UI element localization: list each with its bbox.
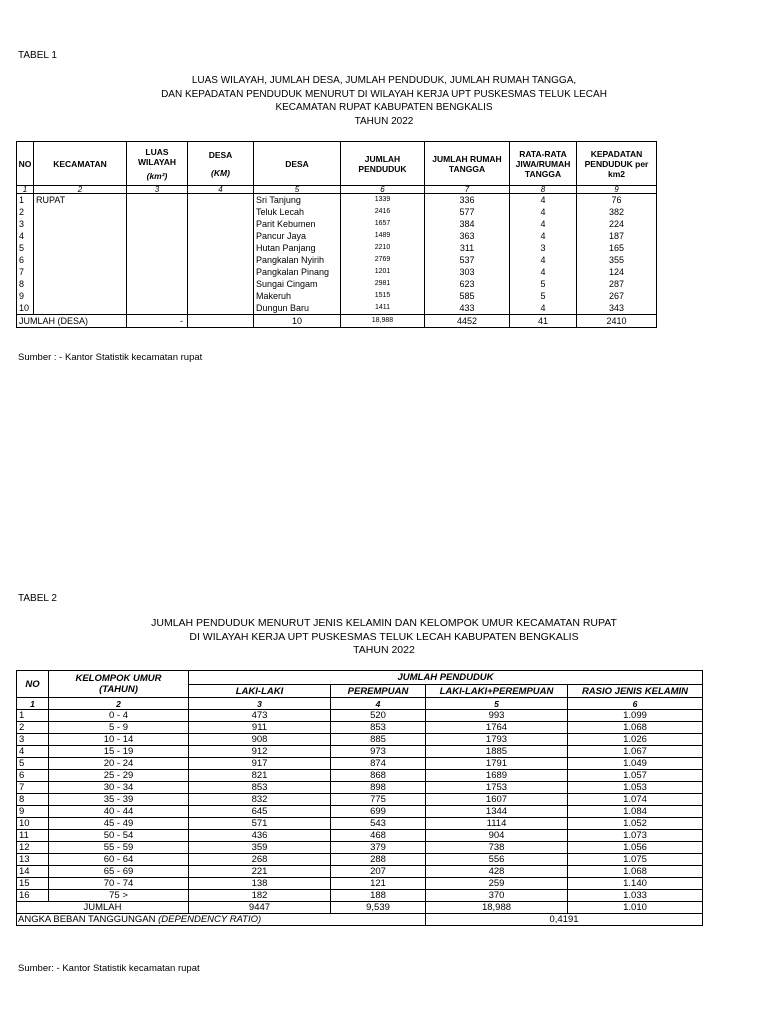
dependency-label-italic: (DEPENDENCY RATIO) bbox=[158, 914, 262, 925]
table-row bbox=[17, 770, 703, 782]
table1-label: TABEL 1 bbox=[18, 50, 57, 61]
col-header-desa: DESA bbox=[254, 142, 341, 186]
cell-rasio: 1.068 bbox=[568, 722, 703, 734]
cell-rata: 4 bbox=[510, 302, 577, 315]
cell-penduduk: 2981 bbox=[341, 278, 425, 290]
cell-desa: Sri Tanjung bbox=[254, 194, 341, 207]
cell-desa-count bbox=[188, 254, 254, 266]
cell-no: 8 bbox=[17, 794, 49, 806]
cell-laki: 473 bbox=[189, 710, 331, 722]
cell-penduduk: 1657 bbox=[341, 218, 425, 230]
col-header-no: NO bbox=[17, 142, 34, 186]
cell-total: 993 bbox=[426, 710, 568, 722]
col-number: 5 bbox=[254, 186, 341, 194]
cell-rasio: 1.140 bbox=[568, 878, 703, 890]
cell-perempuan: 379 bbox=[331, 842, 426, 854]
dependency-label: ANGKA BEBAN TANGGUNGAN bbox=[18, 914, 159, 925]
total-rata: 41 bbox=[510, 315, 577, 328]
cell-total: 904 bbox=[426, 830, 568, 842]
table2-title-line: JUMLAH PENDUDUK MENURUT JENIS KELAMIN DAN KELOMPOK UMUR KECAMATAN RUPAT bbox=[151, 617, 617, 629]
cell-perempuan: 288 bbox=[331, 854, 426, 866]
table-row bbox=[17, 722, 703, 734]
table1-header-row bbox=[17, 142, 657, 186]
total-rt: 4452 bbox=[425, 315, 510, 328]
cell-luas bbox=[127, 302, 188, 315]
cell-umur: 10 - 14 bbox=[49, 734, 189, 746]
table-row bbox=[17, 194, 657, 207]
cell-desa-count bbox=[188, 266, 254, 278]
cell-no: 15 bbox=[17, 878, 49, 890]
cell-total: 556 bbox=[426, 854, 568, 866]
cell-rata: 4 bbox=[510, 218, 577, 230]
cell-rata: 4 bbox=[510, 206, 577, 218]
cell-rasio: 1.057 bbox=[568, 770, 703, 782]
cell-perempuan: 121 bbox=[331, 878, 426, 890]
cell-kepadatan: 165 bbox=[577, 242, 657, 254]
cell-laki: 268 bbox=[189, 854, 331, 866]
col-header-luas-unit: (km²) bbox=[146, 170, 168, 181]
cell-laki: 853 bbox=[189, 782, 331, 794]
cell-laki: 912 bbox=[189, 746, 331, 758]
col-number: 5 bbox=[426, 698, 568, 710]
cell-desa: Makeruh bbox=[254, 290, 341, 302]
cell-kecamatan bbox=[34, 278, 127, 290]
cell-kecamatan bbox=[34, 242, 127, 254]
table2-title-line: DI WILAYAH KERJA UPT PUSKESMAS TELUK LECAH KABUPATEN BENGKALIS bbox=[189, 630, 579, 643]
cell-luas bbox=[127, 254, 188, 266]
col-header-jumlah-penduduk: JUMLAH PENDUDUK bbox=[189, 671, 703, 685]
table-row bbox=[17, 710, 703, 722]
table1-title-line: KECAMATAN RUPAT KABUPATEN BENGKALIS bbox=[275, 102, 493, 113]
table1-column-number-row bbox=[17, 186, 657, 194]
col-number: 4 bbox=[188, 186, 254, 194]
col-header-laki: LAKI-LAKI bbox=[189, 685, 331, 698]
cell-laki: 436 bbox=[189, 830, 331, 842]
cell-no: 7 bbox=[17, 266, 34, 278]
total-penduduk: 18,988 bbox=[341, 315, 425, 328]
cell-no: 2 bbox=[17, 722, 49, 734]
col-number: 7 bbox=[425, 186, 510, 194]
cell-rata: 4 bbox=[510, 266, 577, 278]
cell-kepadatan: 382 bbox=[577, 206, 657, 218]
cell-luas bbox=[127, 266, 188, 278]
cell-no: 4 bbox=[17, 230, 34, 242]
table1-total-row bbox=[17, 315, 657, 328]
cell-desa-count bbox=[188, 206, 254, 218]
cell-kecamatan bbox=[34, 290, 127, 302]
cell-umur: 70 - 74 bbox=[49, 878, 189, 890]
col-header-rasio: RASIO JENIS KELAMIN bbox=[568, 685, 703, 698]
col-header-kelompok-label: KELOMPOK UMUR bbox=[75, 673, 162, 684]
cell-total: 428 bbox=[426, 866, 568, 878]
cell-desa: Pangkalan Nyirih bbox=[254, 254, 341, 266]
cell-desa-count bbox=[188, 290, 254, 302]
cell-penduduk: 2210 bbox=[341, 242, 425, 254]
cell-rata: 3 bbox=[510, 242, 577, 254]
cell-perempuan: 874 bbox=[331, 758, 426, 770]
total-perempuan: 9,539 bbox=[331, 902, 426, 914]
col-header-kepadatan: KEPADATAN PENDUDUK per km2 bbox=[577, 142, 657, 186]
cell-rasio: 1.053 bbox=[568, 782, 703, 794]
cell-kepadatan: 124 bbox=[577, 266, 657, 278]
cell-rt: 363 bbox=[425, 230, 510, 242]
cell-kepadatan: 76 bbox=[577, 194, 657, 207]
table2-title-line: TAHUN 2022 bbox=[353, 644, 415, 656]
table-row bbox=[17, 230, 657, 242]
cell-umur: 55 - 59 bbox=[49, 842, 189, 854]
cell-desa-count bbox=[188, 218, 254, 230]
cell-luas bbox=[127, 230, 188, 242]
cell-umur: 30 - 34 bbox=[49, 782, 189, 794]
cell-no: 9 bbox=[17, 290, 34, 302]
table2-title bbox=[0, 617, 768, 658]
cell-rasio: 1.075 bbox=[568, 854, 703, 866]
cell-perempuan: 520 bbox=[331, 710, 426, 722]
cell-rasio: 1.068 bbox=[568, 866, 703, 878]
cell-no: 3 bbox=[17, 734, 49, 746]
table-row bbox=[17, 290, 657, 302]
cell-rasio: 1.073 bbox=[568, 830, 703, 842]
cell-perempuan: 775 bbox=[331, 794, 426, 806]
cell-total: 738 bbox=[426, 842, 568, 854]
col-number: 3 bbox=[127, 186, 188, 194]
cell-penduduk: 1489 bbox=[341, 230, 425, 242]
cell-luas bbox=[127, 218, 188, 230]
total-label: JUMLAH bbox=[17, 902, 189, 914]
table-row bbox=[17, 782, 703, 794]
cell-rasio: 1.084 bbox=[568, 806, 703, 818]
col-header-desa-count bbox=[188, 142, 254, 186]
cell-no: 14 bbox=[17, 866, 49, 878]
total-desa-count bbox=[188, 315, 254, 328]
col-header-kelompok-umur bbox=[49, 671, 189, 698]
cell-no: 5 bbox=[17, 758, 49, 770]
table-row bbox=[17, 734, 703, 746]
table2-dependency-row bbox=[17, 914, 703, 926]
cell-total: 1689 bbox=[426, 770, 568, 782]
table-row bbox=[17, 890, 703, 902]
col-number: 2 bbox=[34, 186, 127, 194]
cell-perempuan: 468 bbox=[331, 830, 426, 842]
table-row bbox=[17, 866, 703, 878]
cell-laki: 221 bbox=[189, 866, 331, 878]
table-row bbox=[17, 794, 703, 806]
cell-laki: 138 bbox=[189, 878, 331, 890]
cell-no: 6 bbox=[17, 254, 34, 266]
cell-no: 16 bbox=[17, 890, 49, 902]
col-number: 6 bbox=[568, 698, 703, 710]
table1-title-line: DAN KEPADATAN PENDUDUK MENURUT DI WILAYAH KERJA UPT PUSKESMAS TELUK LECAH bbox=[161, 88, 607, 100]
cell-rata: 4 bbox=[510, 230, 577, 242]
col-number: 4 bbox=[331, 698, 426, 710]
col-header-luas bbox=[127, 142, 188, 186]
table-row bbox=[17, 302, 657, 315]
cell-no: 6 bbox=[17, 770, 49, 782]
cell-umur: 65 - 69 bbox=[49, 866, 189, 878]
table-row bbox=[17, 266, 657, 278]
cell-kepadatan: 187 bbox=[577, 230, 657, 242]
table-row bbox=[17, 758, 703, 770]
table-row bbox=[17, 818, 703, 830]
cell-rasio: 1.099 bbox=[568, 710, 703, 722]
cell-desa-count bbox=[188, 278, 254, 290]
cell-total: 370 bbox=[426, 890, 568, 902]
col-header-luas-label: LUAS WILAYAH bbox=[137, 146, 177, 167]
cell-kepadatan: 287 bbox=[577, 278, 657, 290]
cell-penduduk: 2416 bbox=[341, 206, 425, 218]
cell-kepadatan: 267 bbox=[577, 290, 657, 302]
cell-laki: 908 bbox=[189, 734, 331, 746]
cell-umur: 0 - 4 bbox=[49, 710, 189, 722]
cell-no: 10 bbox=[17, 818, 49, 830]
total-total: 18,988 bbox=[426, 902, 568, 914]
cell-no: 7 bbox=[17, 782, 49, 794]
cell-no: 11 bbox=[17, 830, 49, 842]
cell-rasio: 1.052 bbox=[568, 818, 703, 830]
col-header-perempuan: PEREMPUAN bbox=[331, 685, 426, 698]
table-row bbox=[17, 206, 657, 218]
table-row bbox=[17, 842, 703, 854]
table2-total-row bbox=[17, 902, 703, 914]
table-row bbox=[17, 278, 657, 290]
cell-perempuan: 885 bbox=[331, 734, 426, 746]
cell-no: 13 bbox=[17, 854, 49, 866]
total-kepadatan: 2410 bbox=[577, 315, 657, 328]
cell-umur: 50 - 54 bbox=[49, 830, 189, 842]
cell-laki: 911 bbox=[189, 722, 331, 734]
cell-rata: 4 bbox=[510, 194, 577, 207]
cell-laki: 645 bbox=[189, 806, 331, 818]
cell-luas bbox=[127, 290, 188, 302]
cell-no: 10 bbox=[17, 302, 34, 315]
cell-perempuan: 188 bbox=[331, 890, 426, 902]
cell-desa: Teluk Lecah bbox=[254, 206, 341, 218]
cell-total: 1607 bbox=[426, 794, 568, 806]
cell-kecamatan: RUPAT bbox=[34, 194, 127, 207]
cell-umur: 25 - 29 bbox=[49, 770, 189, 782]
col-number: 2 bbox=[49, 698, 189, 710]
table1-source: Sumber : - Kantor Statistik kecamatan rupat bbox=[18, 352, 203, 363]
cell-umur: 60 - 64 bbox=[49, 854, 189, 866]
col-number: 8 bbox=[510, 186, 577, 194]
cell-no: 4 bbox=[17, 746, 49, 758]
cell-total: 1764 bbox=[426, 722, 568, 734]
cell-umur: 35 - 39 bbox=[49, 794, 189, 806]
col-header-jumlah-penduduk: JUMLAH PENDUDUK bbox=[341, 142, 425, 186]
cell-penduduk: 2769 bbox=[341, 254, 425, 266]
table2-header-row bbox=[17, 671, 703, 685]
cell-rasio: 1.074 bbox=[568, 794, 703, 806]
cell-laki: 917 bbox=[189, 758, 331, 770]
cell-kepadatan: 343 bbox=[577, 302, 657, 315]
table2-label: TABEL 2 bbox=[18, 593, 57, 604]
table-row bbox=[17, 746, 703, 758]
cell-perempuan: 868 bbox=[331, 770, 426, 782]
cell-desa: Pancur Jaya bbox=[254, 230, 341, 242]
cell-desa: Pangkalan Pinang bbox=[254, 266, 341, 278]
col-number: 3 bbox=[189, 698, 331, 710]
total-luas: - bbox=[127, 315, 188, 328]
cell-kepadatan: 224 bbox=[577, 218, 657, 230]
cell-luas bbox=[127, 206, 188, 218]
col-header-total: LAKI-LAKI+PEREMPUAN bbox=[426, 685, 568, 698]
table-row bbox=[17, 242, 657, 254]
cell-rt: 311 bbox=[425, 242, 510, 254]
col-header-kecamatan: KECAMATAN bbox=[34, 142, 127, 186]
dependency-value: 0,4191 bbox=[426, 914, 703, 926]
cell-umur: 75 > bbox=[49, 890, 189, 902]
cell-penduduk: 1339 bbox=[341, 194, 425, 207]
cell-rt: 433 bbox=[425, 302, 510, 315]
cell-no: 1 bbox=[17, 710, 49, 722]
cell-perempuan: 973 bbox=[331, 746, 426, 758]
cell-laki: 832 bbox=[189, 794, 331, 806]
cell-desa: Parit Kebumen bbox=[254, 218, 341, 230]
total-laki: 9447 bbox=[189, 902, 331, 914]
col-header-kelompok-unit: (TAHUN) bbox=[99, 684, 138, 695]
dependency-label-cell bbox=[17, 914, 426, 926]
cell-kepadatan: 355 bbox=[577, 254, 657, 266]
cell-total: 1885 bbox=[426, 746, 568, 758]
cell-rt: 577 bbox=[425, 206, 510, 218]
cell-umur: 40 - 44 bbox=[49, 806, 189, 818]
cell-rt: 537 bbox=[425, 254, 510, 266]
col-header-jumlah-rt: JUMLAH RUMAH TANGGA bbox=[425, 142, 510, 186]
cell-desa-count bbox=[188, 230, 254, 242]
total-label: JUMLAH (DESA) bbox=[17, 315, 127, 328]
table-row bbox=[17, 878, 703, 890]
cell-umur: 5 - 9 bbox=[49, 722, 189, 734]
cell-total: 1344 bbox=[426, 806, 568, 818]
cell-rt: 585 bbox=[425, 290, 510, 302]
table1-title-line: LUAS WILAYAH, JUMLAH DESA, JUMLAH PENDUDUK, JUMLAH RUMAH TANGGA, bbox=[191, 75, 577, 86]
cell-total: 1793 bbox=[426, 734, 568, 746]
cell-desa-count bbox=[188, 194, 254, 207]
col-header-desa-count-label: DESA bbox=[208, 149, 233, 160]
cell-rata: 5 bbox=[510, 290, 577, 302]
cell-no: 2 bbox=[17, 206, 34, 218]
cell-kecamatan bbox=[34, 254, 127, 266]
cell-penduduk: 1515 bbox=[341, 290, 425, 302]
cell-no: 3 bbox=[17, 218, 34, 230]
cell-umur: 45 - 49 bbox=[49, 818, 189, 830]
cell-luas bbox=[127, 278, 188, 290]
cell-desa: Dungun Baru bbox=[254, 302, 341, 315]
cell-perempuan: 207 bbox=[331, 866, 426, 878]
cell-rasio: 1.033 bbox=[568, 890, 703, 902]
cell-perempuan: 699 bbox=[331, 806, 426, 818]
col-number: 1 bbox=[17, 698, 49, 710]
total-rasio: 1.010 bbox=[568, 902, 703, 914]
cell-kecamatan bbox=[34, 302, 127, 315]
cell-luas bbox=[127, 194, 188, 207]
cell-desa-count bbox=[188, 302, 254, 315]
table-row bbox=[17, 254, 657, 266]
cell-rasio: 1.049 bbox=[568, 758, 703, 770]
col-header-rata: RATA-RATA JIWA/RUMAH TANGGA bbox=[510, 142, 577, 186]
table2 bbox=[16, 670, 703, 926]
cell-rt: 336 bbox=[425, 194, 510, 207]
cell-laki: 359 bbox=[189, 842, 331, 854]
cell-rt: 384 bbox=[425, 218, 510, 230]
cell-rasio: 1.067 bbox=[568, 746, 703, 758]
cell-umur: 20 - 24 bbox=[49, 758, 189, 770]
col-number: 9 bbox=[577, 186, 657, 194]
cell-kecamatan bbox=[34, 266, 127, 278]
table-row bbox=[17, 854, 703, 866]
table-row bbox=[17, 806, 703, 818]
table2-column-number-row bbox=[17, 698, 703, 710]
cell-penduduk: 1201 bbox=[341, 266, 425, 278]
table-row bbox=[17, 218, 657, 230]
cell-umur: 15 - 19 bbox=[49, 746, 189, 758]
cell-no: 8 bbox=[17, 278, 34, 290]
cell-laki: 182 bbox=[189, 890, 331, 902]
cell-laki: 571 bbox=[189, 818, 331, 830]
cell-rata: 4 bbox=[510, 254, 577, 266]
cell-kecamatan bbox=[34, 206, 127, 218]
cell-rasio: 1.026 bbox=[568, 734, 703, 746]
cell-desa-count bbox=[188, 242, 254, 254]
cell-penduduk: 1411 bbox=[341, 302, 425, 315]
col-header-no: NO bbox=[17, 671, 49, 698]
table1-title-line: TAHUN 2022 bbox=[354, 115, 414, 127]
table1 bbox=[16, 141, 657, 328]
col-header-desa-count-unit: (KM) bbox=[211, 167, 230, 178]
table1-title bbox=[0, 74, 768, 128]
table-row bbox=[17, 830, 703, 842]
cell-desa: Hutan Panjang bbox=[254, 242, 341, 254]
cell-rt: 303 bbox=[425, 266, 510, 278]
cell-rt: 623 bbox=[425, 278, 510, 290]
cell-no: 12 bbox=[17, 842, 49, 854]
total-desa: 10 bbox=[254, 315, 341, 328]
cell-no: 1 bbox=[17, 194, 34, 207]
col-number: 6 bbox=[341, 186, 425, 194]
cell-perempuan: 543 bbox=[331, 818, 426, 830]
cell-total: 1791 bbox=[426, 758, 568, 770]
cell-total: 259 bbox=[426, 878, 568, 890]
cell-kecamatan bbox=[34, 230, 127, 242]
cell-perempuan: 853 bbox=[331, 722, 426, 734]
cell-no: 5 bbox=[17, 242, 34, 254]
cell-laki: 821 bbox=[189, 770, 331, 782]
cell-desa: Sungai Cingam bbox=[254, 278, 341, 290]
cell-total: 1114 bbox=[426, 818, 568, 830]
table2-source: Sumber: - Kantor Statistik kecamatan rupat bbox=[18, 963, 200, 974]
cell-kecamatan bbox=[34, 218, 127, 230]
cell-no: 9 bbox=[17, 806, 49, 818]
cell-rasio: 1.056 bbox=[568, 842, 703, 854]
cell-luas bbox=[127, 242, 188, 254]
cell-rata: 5 bbox=[510, 278, 577, 290]
cell-perempuan: 898 bbox=[331, 782, 426, 794]
col-number: 1 bbox=[17, 186, 34, 194]
cell-total: 1753 bbox=[426, 782, 568, 794]
